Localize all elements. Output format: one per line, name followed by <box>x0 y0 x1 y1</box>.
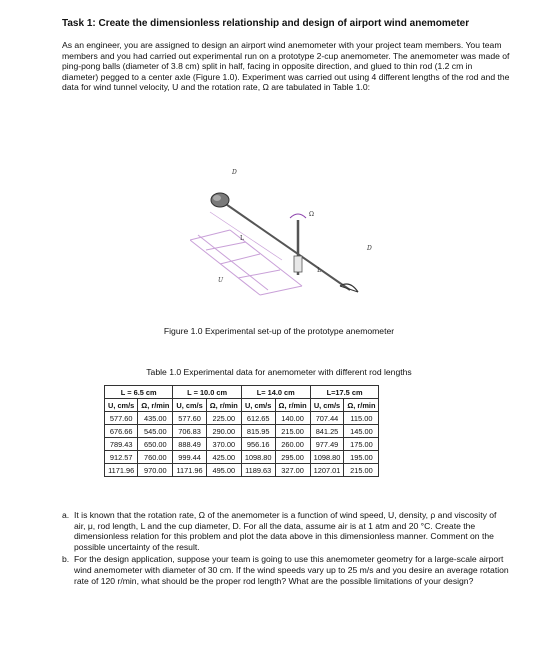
question-text: For the design application, suppose your team is going to use this anemometer geometry for a large-scale airport wind anemometer with diameter of 30 cm. If the wind speeds vary up to 25 m/s and you desire an average rotation rate of 120 r/min, what should be the proper rod length? What are the possible limitations of your design? <box>74 554 509 586</box>
table-cell: 225.00 <box>206 412 241 425</box>
left-cup <box>211 193 229 207</box>
table-cell: 760.00 <box>138 451 173 464</box>
table-cell: 912.57 <box>105 451 138 464</box>
label-omega: Ω <box>309 211 314 218</box>
column-header: U, cm/s <box>241 399 275 412</box>
table-cell: 1098.80 <box>241 451 275 464</box>
group-header: L = 6.5 cm <box>105 386 173 399</box>
figure-caption: Figure 1.0 Experimental set-up of the prototype anemometer <box>163 326 395 336</box>
table-cell: 435.00 <box>138 412 173 425</box>
table-cell: 1098.80 <box>310 451 344 464</box>
group-header: L=17.5 cm <box>310 386 379 399</box>
table-cell: 140.00 <box>275 412 310 425</box>
group-header: L= 14.0 cm <box>241 386 310 399</box>
table-cell: 956.16 <box>241 438 275 451</box>
table-row <box>105 412 379 425</box>
question-item <box>62 554 510 586</box>
table-cell: 1171.96 <box>105 464 138 477</box>
table-cell: 115.00 <box>344 412 379 425</box>
table-cell: 1207.01 <box>310 464 344 477</box>
label-l-right: L <box>317 267 321 274</box>
label-l-left: L <box>240 235 244 242</box>
task-title: Task 1: Create the dimensionless relationship and design of airport wind anemometer <box>62 18 470 29</box>
table-cell: 145.00 <box>344 425 379 438</box>
table-cell: 789.43 <box>105 438 138 451</box>
table-cell: 1171.96 <box>173 464 206 477</box>
table-cell: 327.00 <box>275 464 310 477</box>
table-cell: 175.00 <box>344 438 379 451</box>
table-cell: 215.00 <box>344 464 379 477</box>
wind-flow-lines <box>190 230 302 295</box>
label-u: U <box>218 277 224 284</box>
label-d-top: D <box>232 169 237 176</box>
table-cell: 676.66 <box>105 425 138 438</box>
column-header: Ω, r/min <box>138 399 173 412</box>
group-header: L = 10.0 cm <box>173 386 241 399</box>
question-text: It is known that the rotation rate, Ω of the anemometer is a function of wind speed, U, density, ρ and viscosity of air, μ, rod length, L and the cup diameter, D. For all the data, assume air is at 1 atm and 20 °C. Create the dimensionless relation for this problem and plot the data above in this dimensionless manner. Comment on the possible uncertainty of the result. <box>74 510 497 552</box>
table-cell: 577.60 <box>105 412 138 425</box>
table-cell: 612.65 <box>241 412 275 425</box>
table-cell: 290.00 <box>206 425 241 438</box>
table-cell: 977.49 <box>310 438 344 451</box>
question-list <box>62 510 510 588</box>
table-cell: 841.25 <box>310 425 344 438</box>
question-item <box>62 510 510 552</box>
anemometer-figure <box>190 160 380 315</box>
column-header: U, cm/s <box>105 399 138 412</box>
table-cell: 707.44 <box>310 412 344 425</box>
table-cell: 425.00 <box>206 451 241 464</box>
table-cell: 650.00 <box>138 438 173 451</box>
table-cell: 295.00 <box>275 451 310 464</box>
table-row <box>105 451 379 464</box>
rod <box>220 200 350 290</box>
column-header: U, cm/s <box>173 399 206 412</box>
table-cell: 260.00 <box>275 438 310 451</box>
table-cell: 577.60 <box>173 412 206 425</box>
table-caption: Table 1.0 Experimental data for anemometer with different rod lengths <box>146 367 412 377</box>
column-header: Ω, r/min <box>206 399 241 412</box>
subheader-row <box>105 399 379 412</box>
column-header: Ω, r/min <box>344 399 379 412</box>
table-cell: 495.00 <box>206 464 241 477</box>
question-marker: a. <box>62 510 70 520</box>
table-cell: 370.00 <box>206 438 241 451</box>
column-header: U, cm/s <box>310 399 344 412</box>
table-cell: 999.44 <box>173 451 206 464</box>
table-row <box>105 438 379 451</box>
table-cell: 545.00 <box>138 425 173 438</box>
rotation-arrow <box>290 214 306 218</box>
table-cell: 215.00 <box>275 425 310 438</box>
table-cell: 815.95 <box>241 425 275 438</box>
label-d-right: D <box>367 245 372 252</box>
table-cell: 888.49 <box>173 438 206 451</box>
axle-base <box>294 256 302 272</box>
table-row <box>105 464 379 477</box>
table-row <box>105 425 379 438</box>
table-cell: 195.00 <box>344 451 379 464</box>
table-cell: 1189.63 <box>241 464 275 477</box>
column-header: Ω, r/min <box>275 399 310 412</box>
table-cell: 706.83 <box>173 425 206 438</box>
data-table <box>104 385 379 477</box>
question-marker: b. <box>62 554 70 565</box>
table-cell: 970.00 <box>138 464 173 477</box>
right-cup <box>340 284 358 292</box>
intro-paragraph: As an engineer, you are assigned to design an airport wind anemometer with your project team members. You team members and you had carried out experimental run on a prototype 2-cup anemometer. The anemometer was made of ping-pong balls (diameter of 3.8 cm) split in half, facing in opposite direction, and glued to thin rod (1.2 cm in diameter) pegged to a center axle (Figure 1.0). Experiment was carried out using 4 different lengths of the rod and the data for wind tunnel velocity, U and the rotation rate, Ω are tabulated in Table 1.0: <box>62 40 510 93</box>
group-header-row <box>105 386 379 399</box>
